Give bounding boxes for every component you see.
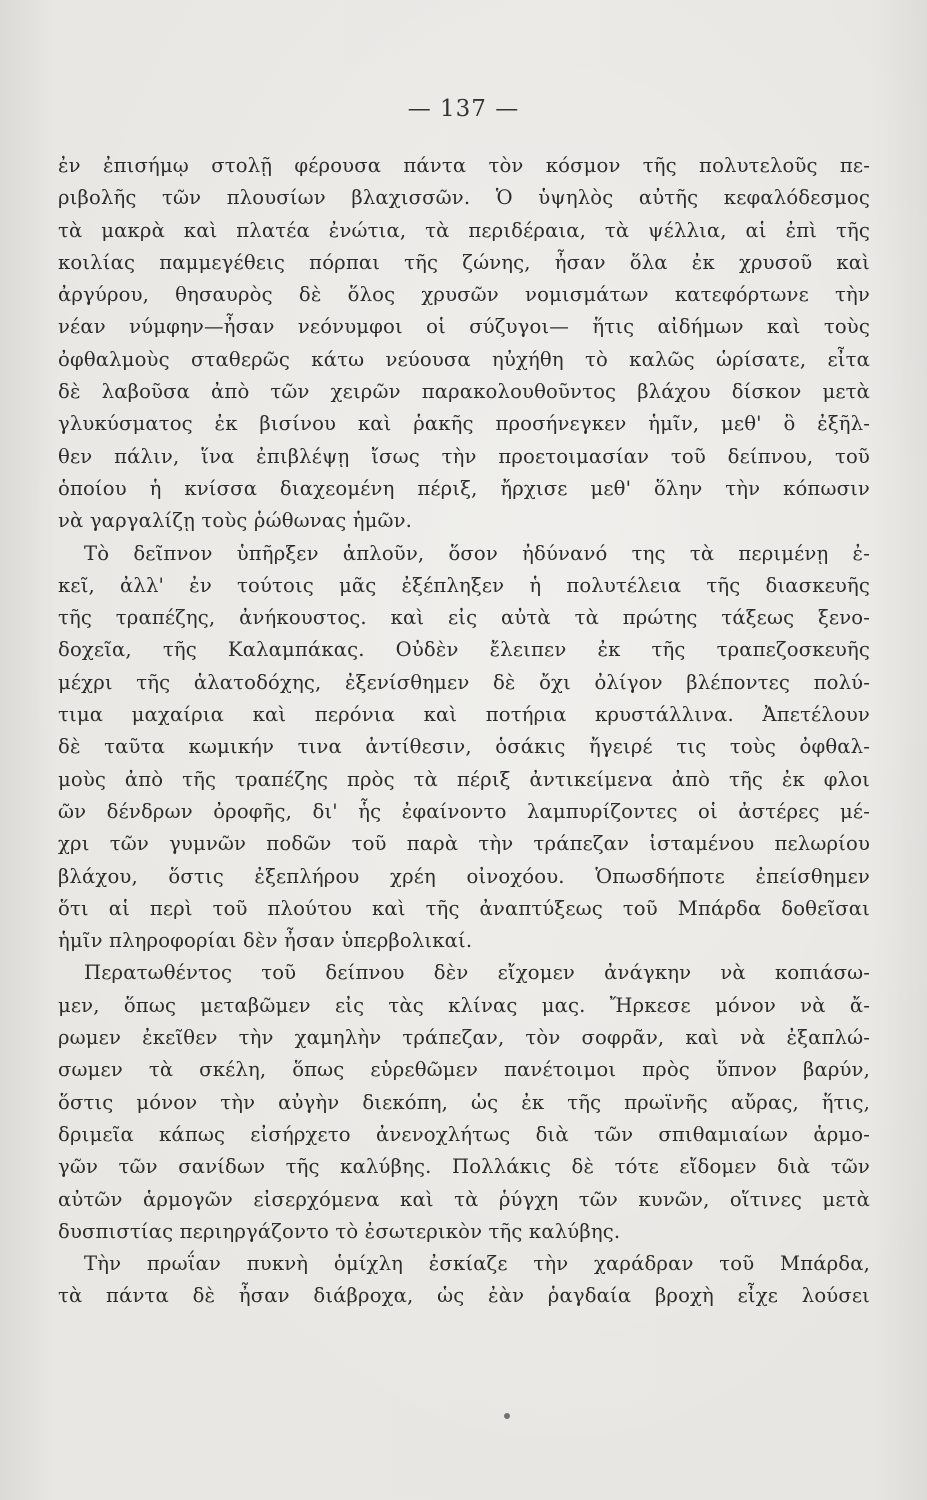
text-line: θεν πάλιν, ἵνα ἐπιβλέψῃ ἴσως τὴν προετοιμασίαν τοῦ δείπνου, τοῦ xyxy=(58,444,870,468)
text-line: βλάχου, ὅστις ἐξεπλήρου χρέη οἰνοχόου. Ὁπωσδήποτε ἐπείσθημεν xyxy=(58,864,870,888)
text-line: κεῖ, ἀλλ' ἐν τούτοις μᾶς ἐξέπληξεν ἡ πολυτέλεια τῆς διασκευῆς xyxy=(58,573,870,597)
text-line: ὁποίου ἡ κνίσσα διαχεομένη πέριξ, ἤρχισε μεθ' ὅλην τὴν κόπωσιν xyxy=(58,476,870,500)
text-line: τῆς τραπέζης, ἀνήκουστος. καὶ εἰς αὐτὰ τὰ πρώτης τάξεως ξενο- xyxy=(58,606,870,630)
text-line: δοχεῖα, τῆς Καλαμπάκας. Οὐδὲν ἔλειπεν ἐκ τῆς τραπεζοσκευῆς xyxy=(58,638,870,662)
text-line: μέχρι τῆς ἁλατοδόχης, ἐξενίσθημεν δὲ ὄχι ὀλίγον βλέποντες πολύ- xyxy=(58,670,870,694)
text-line: τιμα μαχαίρια καὶ περόνια καὶ ποτήρια κρυστάλλινα. Ἀπετέλουν xyxy=(58,703,870,727)
text-line: αὐτῶν ἁρμογῶν εἰσερχόμενα καὶ τὰ ῥύγχη τῶν κυνῶν, οἵτινες μετὰ xyxy=(58,1187,870,1211)
text-line: τὰ πάντα δὲ ἦσαν διάβροχα, ὡς ἐὰν ῥαγδαία βροχὴ εἶχε λούσει xyxy=(58,1284,870,1308)
text-line: νέαν νύμφην—ἦσαν νεόνυμφοι οἱ σύζυγοι— ἥτις αἰδήμων καὶ τοὺς xyxy=(58,315,870,339)
text-line: ὀφθαλμοὺς σταθερῶς κάτω νεύουσα ηὐχήθη τὸ καλῶς ὡρίσατε, εἶτα xyxy=(58,347,870,371)
paragraph-start-line: Περατωθέντος τοῦ δείπνου δὲν εἴχομεν ἀνάγκην νὰ κοπιάσω- xyxy=(84,961,870,985)
paragraph-end-line: δυσπιστίας περιηργάζοντο τὸ ἐσωτερικὸν τῆς καλύβης. xyxy=(58,1219,621,1243)
text-line: ἐν ἐπισήμῳ στολῇ φέρουσα πάντα τὸν κόσμον τῆς πολυτελοῦς πε- xyxy=(58,154,870,177)
body-text xyxy=(58,150,870,1313)
text-line: μεν, ὅπως μεταβῶμεν εἰς τὰς κλίνας μας. Ἤρκεσε μόνον νὰ ἄ- xyxy=(58,993,870,1017)
text-line: μοὺς ἀπὸ τῆς τραπέζης πρὸς τὰ πέριξ ἀντικείμενα ἀπὸ τῆς ἐκ φλοι xyxy=(58,767,870,791)
text-line: γλυκύσματος ἐκ βισίνου καὶ ῥακῆς προσήνεγκεν ἡμῖν, μεθ' ὃ ἐξῆλ- xyxy=(58,412,870,436)
ink-spot xyxy=(504,1413,510,1419)
text-line: τὰ μακρὰ καὶ πλατέα ἐνώτια, τὰ περιδέραια, τὰ ψέλλια, αἱ ἐπὶ τῆς xyxy=(58,218,870,242)
text-line: ρωμεν ἐκεῖθεν τὴν χαμηλὴν τράπεζαν, τὸν σοφρᾶν, καὶ νὰ ἐξαπλώ- xyxy=(58,1026,870,1050)
paragraph-end-line: ἡμῖν πληροφορίαι δὲν ἦσαν ὑπερβολικαί. xyxy=(58,929,473,953)
text-line: ἀργύρου, θησαυρὸς δὲ ὅλος χρυσῶν νομισμάτων κατεφόρτωνε τὴν xyxy=(58,283,870,307)
text-line: κοιλίας παμμεγέθεις πόρπαι τῆς ζώνης, ἦσαν ὅλα ἐκ χρυσοῦ καὶ xyxy=(58,250,870,274)
text-line: δὲ ταῦτα κωμικήν τινα ἀντίθεσιν, ὁσάκις ἤγειρέ τις τοὺς ὀφθαλ- xyxy=(58,735,870,759)
text-line: ῶν δένδρων ὀροφῆς, δι' ἧς ἐφαίνοντο λαμπυρίζοντες οἱ ἀστέρες μέ- xyxy=(58,799,870,823)
paragraph-start-line: Τὴν πρωΐαν πυκνὴ ὁμίχλη ἐσκίαζε τὴν χαράδραν τοῦ Μπάρδα, xyxy=(84,1252,870,1276)
text-line: χρι τῶν γυμνῶν ποδῶν τοῦ παρὰ τὴν τράπεζαν ἱσταμένου πελωρίου xyxy=(58,832,870,856)
page-number: — 137 — xyxy=(407,96,520,122)
paragraph-start-line: Τὸ δεῖπνον ὑπῆρξεν ἁπλοῦν, ὅσον ἠδύνανό της τὰ περιμένῃ ἐ- xyxy=(84,541,870,565)
text-line: δὲ λαβοῦσα ἀπὸ τῶν χειρῶν παρακολουθοῦντος βλάχου δίσκον μετὰ xyxy=(58,380,870,404)
text-line: γῶν τῶν σανίδων τῆς καλύβης. Πολλάκις δὲ τότε εἴδομεν διὰ τῶν xyxy=(58,1155,870,1179)
text-line: δριμεῖα κάπως εἰσήρχετο ἀνενοχλήτως διὰ τῶν σπιθαμιαίων ἁρμο- xyxy=(58,1122,870,1146)
paragraph-end-line: νὰ γαργαλίζῃ τοὺς ῥώθωνας ἡμῶν. xyxy=(58,509,413,533)
text-line: ριβολῆς τῶν πλουσίων βλαχισσῶν. Ὁ ὑψηλὸς αὐτῆς κεφαλόδεσμος xyxy=(58,186,870,210)
text-line: σωμεν τὰ σκέλη, ὅπως εὑρεθῶμεν πανέτοιμοι πρὸς ὕπνον βαρύν, xyxy=(58,1058,870,1082)
text-line: ὅτι αἱ περὶ τοῦ πλούτου καὶ τῆς ἀναπτύξεως τοῦ Μπάρδα δοθεῖσαι xyxy=(58,896,870,920)
text-line: ὅστις μόνον τὴν αὐγὴν διεκόπη, ὡς ἐκ τῆς πρωϊνῆς αὔρας, ἥτις, xyxy=(58,1090,870,1114)
